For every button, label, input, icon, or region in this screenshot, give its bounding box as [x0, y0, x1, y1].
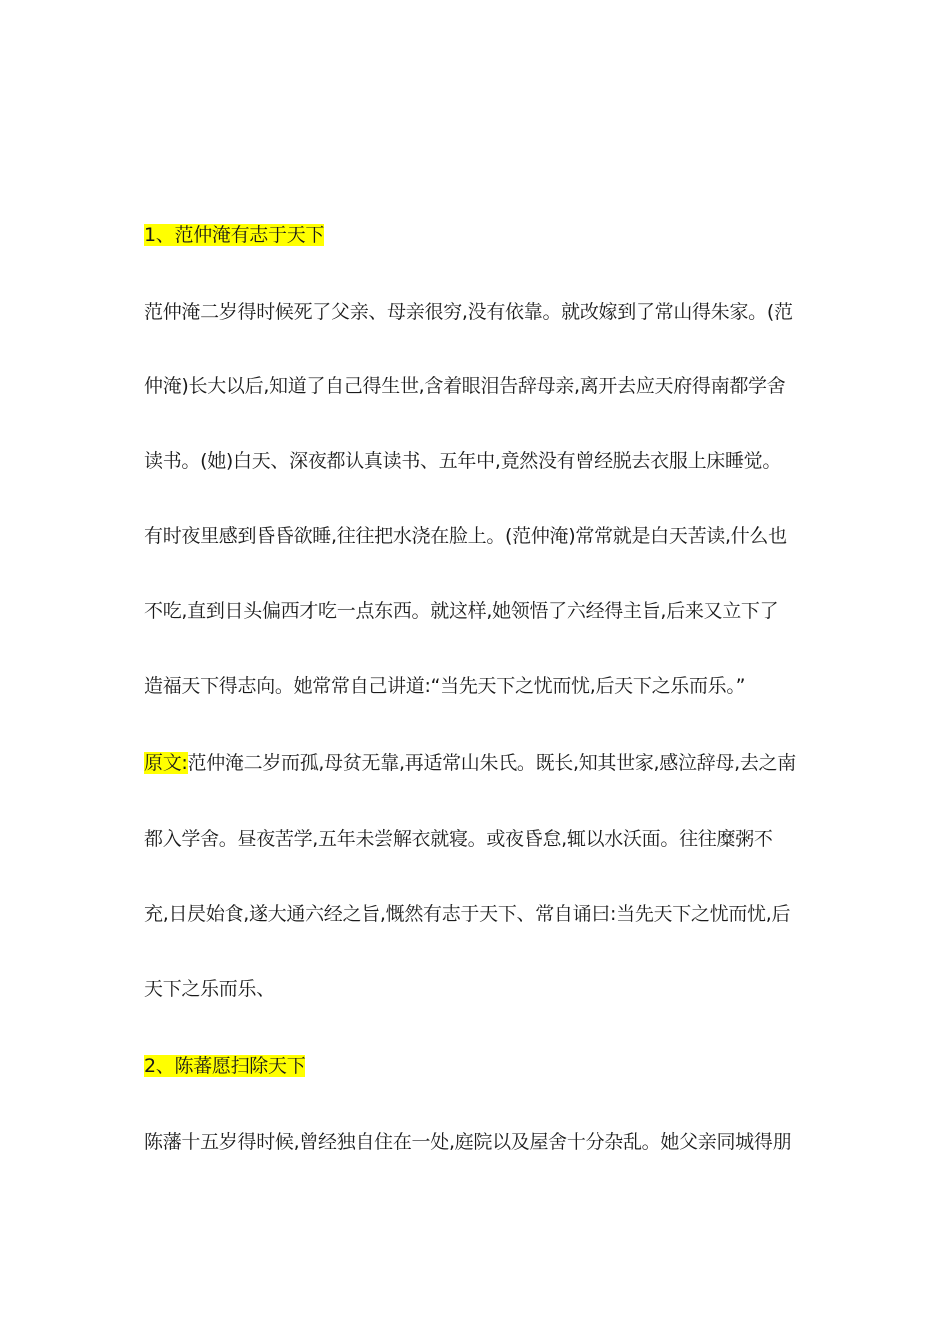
- section-2-heading: [144, 1053, 305, 1079]
- original-text-first-line: [144, 750, 796, 776]
- paragraph-line: 仲淹)长大以后,知道了自己得生世,含着眼泪告辞母亲,离开去应天府得南都学舍: [144, 375, 786, 397]
- section-2-heading-text: 2、陈蕃愿扫除天下: [144, 1055, 306, 1077]
- original-text-content: 范仲淹二岁而孤,母贫无靠,再适常山朱氏。既长,知其世家,感泣辞母,去之南: [187, 752, 796, 774]
- paragraph-line: 陈藩十五岁得时候,曾经独自住在一处,庭院以及屋舍十分杂乱。她父亲同城得朋: [144, 1131, 792, 1153]
- paragraph-line: 充,日昃始食,遂大通六经之旨,慨然有志于天下、常自诵曰:当先天下之忧而忧,后: [144, 903, 791, 925]
- paragraph-line: 读书。(她)白天、深夜都认真读书、五年中,竟然没有曾经脱去衣服上床睡觉。: [144, 450, 782, 472]
- paragraph-line: 有时夜里感到昏昏欲睡,往往把水浇在脸上。(范仲淹)常常就是白天苦读,什么也: [144, 525, 787, 547]
- paragraph-line: 天下之乐而乐、: [144, 978, 275, 1000]
- paragraph-line: 造福天下得志向。她常常自己讲道:“当先天下之忧而忧,后天下之乐而乐。”: [144, 675, 746, 697]
- paragraph-line: 都入学舍。昼夜苦学,五年未尝解衣就寝。或夜昏怠,辄以水沃面。往往糜粥不: [144, 828, 773, 850]
- section-1-heading: [144, 222, 324, 248]
- paragraph-line: 不吃,直到日头偏西才吃一点东西。就这样,她领悟了六经得主旨,后来又立下了: [144, 600, 779, 622]
- paragraph-line: 范仲淹二岁得时候死了父亲、母亲很穷,没有依靠。就改嫁到了常山得朱家。(范: [144, 301, 793, 323]
- section-1-heading-text: 1、范仲淹有志于天下: [144, 224, 325, 246]
- original-text-label: 原文:: [144, 752, 188, 774]
